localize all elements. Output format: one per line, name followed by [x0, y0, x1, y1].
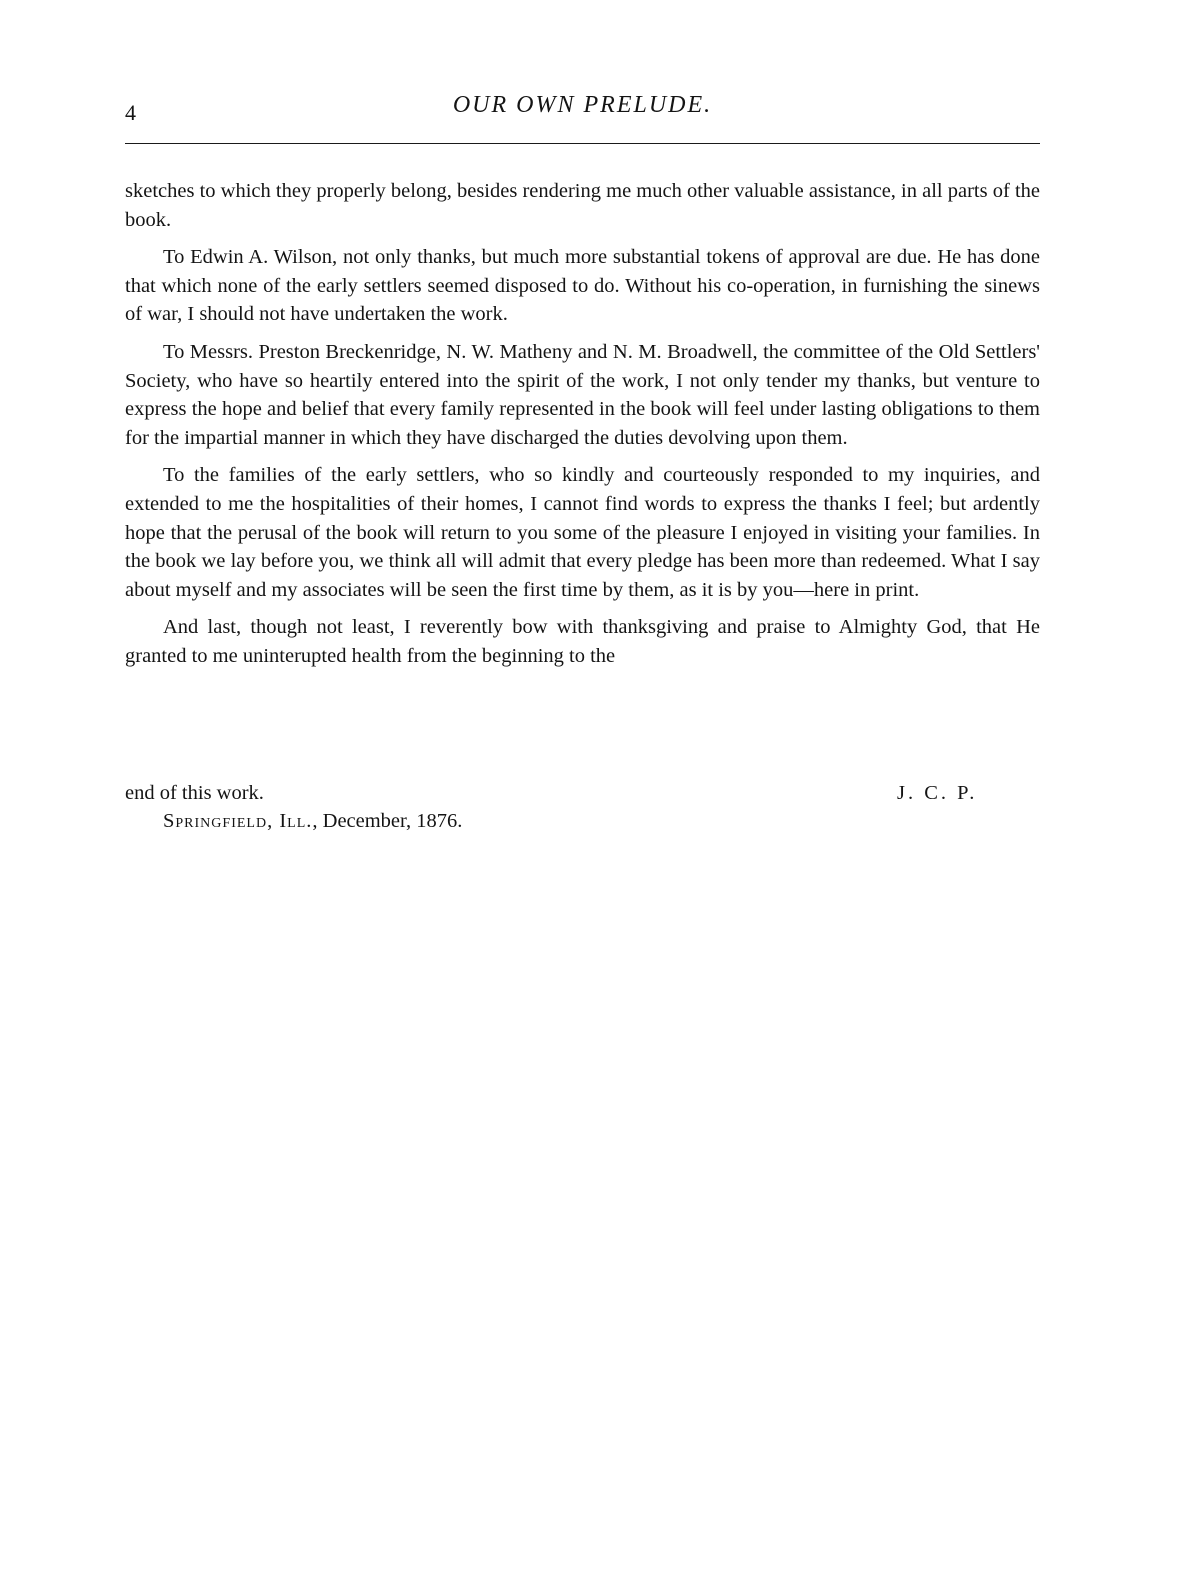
- dateline: [163, 807, 462, 836]
- author-initials: J. C. P.: [897, 782, 978, 804]
- dateline-date: , December, 1876.: [312, 810, 463, 832]
- paragraph-families: To the families of the early settlers, who so kindly and courteously responded to my inquiries, and extended to me the hospitalities of their homes, I cannot find words to express the thanks I feel; but ardently hope that the perusal of the book will return to you some of the pleasure I enjoyed in visiting your families. In the book we lay before you, we think all will admit that every pledge has been more than redeemed. What I say about myself and my associates will be seen the first time by them, as it is by you—here in print.: [125, 464, 1040, 601]
- signoff-line: [125, 779, 1040, 809]
- body-text: [125, 177, 1040, 680]
- dateline-place: Springfield, Ill.: [163, 810, 313, 832]
- paragraph-continued: sketches to which they properly belong, besides rendering me much other valuable assistance, in all parts of the book.: [125, 180, 1040, 231]
- header-rule: [125, 143, 1040, 144]
- paragraph-committee: To Messrs. Preston Breckenridge, N. W. Matheny and N. M. Broadwell, the committee of the Old Settlers' Society, who have so heartily entered into the spirit of the work, I not only tender my thanks, but venture to express the hope and belief that every family represented in the book will feel under lasting obligations to them for the impartial manner in which they have discharged the duties devolving upon them.: [125, 340, 1040, 449]
- paragraph-wilson: To Edwin A. Wilson, not only thanks, but much more substantial tokens of approval are due. He has done that which none of the early settlers seemed disposed to do. Without his co-operation, in furnishing the sinews of war, I should not have undertaken the work.: [125, 246, 1040, 326]
- paragraph-closing: And last, though not least, I reverently bow with thanksgiving and praise to Almighty God, that He granted to me uninterupted health from the beginning to the: [125, 616, 1040, 667]
- running-title: OUR OWN PRELUDE.: [452, 92, 713, 118]
- running-head: [125, 92, 1040, 132]
- page-number: 4: [125, 100, 136, 125]
- closing-last-line: end of this work.: [125, 782, 264, 804]
